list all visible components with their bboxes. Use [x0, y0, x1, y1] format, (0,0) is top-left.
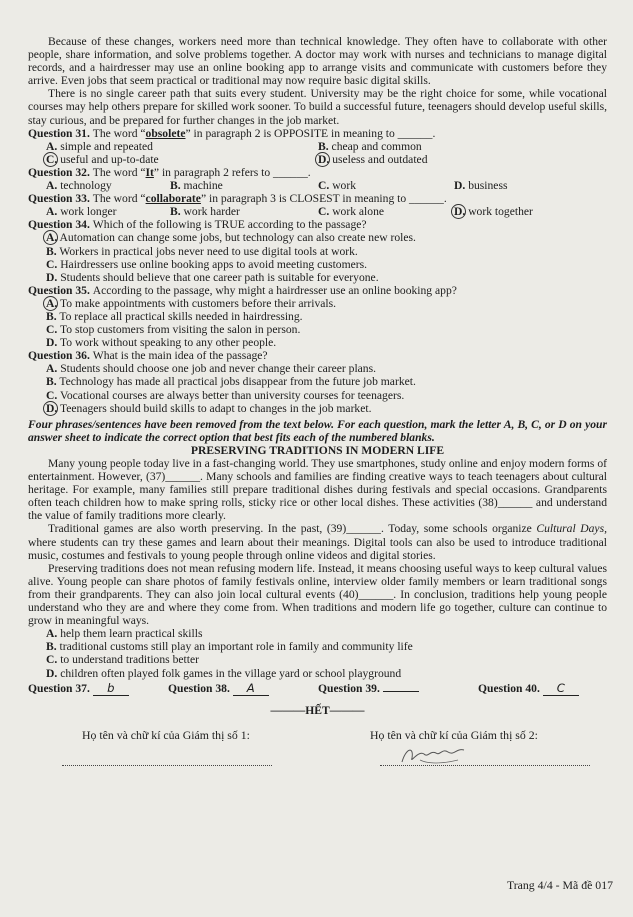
option: A. To make appointments with customers before their arrivals.: [46, 296, 337, 310]
question-33: Question 33. The word “collaborate” in paragraph 3 is CLOSEST in meaning to ______.: [28, 192, 447, 206]
passage-title: PRESERVING TRADITIONS IN MODERN LIFE: [190, 443, 445, 457]
handwritten-signature: [398, 744, 470, 768]
option: C. Vocational courses are always better than university courses for teenagers.: [46, 388, 405, 402]
option: D. Teenagers should build skills to adapt to changes in the job market.: [46, 401, 372, 415]
circled-answer-mark: A.: [46, 296, 58, 310]
question-35: Question 35. According to the passage, why might a hairdresser use an online booking app?: [28, 283, 457, 297]
option: D. To work without speaking to any other people.: [46, 336, 277, 350]
option: C. To stop customers from visiting the salon in person.: [46, 323, 301, 337]
proctor-2-label: Họ tên và chữ kí của Giám thị số 2:: [370, 727, 538, 742]
q31-options-row: C. useful and up-to-date D. useless and outdated: [46, 152, 428, 166]
q33-options-row: A. work longer B. work harder C. work alone D. work together: [46, 205, 533, 219]
option: B. Workers in practical jobs never need to use digital tools at work.: [46, 244, 358, 258]
question-34: Question 34. Which of the following is TRUE according to the passage?: [28, 218, 367, 232]
passage-paragraph: Because of these changes, workers need more than technical knowledge. They often have to collaborate with other people, share information, and solve problems together. A doctor may work with nurses and technicians to manage digital records, and a hairdresser may use an online booking app to arrange visits and communicate with customers before they arrive. Even jobs that seem practical or traditional may now require basic digital skills.: [28, 35, 607, 88]
page-footer: Trang 4/4 - Mã đề 017: [506, 878, 613, 892]
circled-answer-mark: C.: [46, 152, 58, 166]
question-36: Question 36. What is the main idea of the passage?: [28, 349, 268, 363]
option: C. Hairdressers use online booking apps to avoid meeting customers.: [46, 257, 368, 271]
end-marker: ———HẾT———: [270, 703, 365, 717]
question-31: Question 31. The word “obsolete” in paragraph 2 is OPPOSITE in meaning to ______.: [28, 126, 436, 140]
handwritten-answer: C: [543, 682, 579, 696]
signature-labels: [28, 729, 607, 742]
handwritten-answer: [383, 691, 419, 692]
section-instruction: Four phrases/sentences have been removed from the text below. For each question, mark the letter A, B, C, or D on your answer sheet to indicate the correct option that best fits each of the numbered blanks.: [28, 417, 607, 444]
question-32: Question 32. The word “It” in paragraph 2 refers to ______.: [28, 165, 311, 179]
passage-paragraph: There is no single career path that suits every student. University may be the right choice for some, while vocational courses may help others prepare for skilled work sooner. To build a successful future, teenagers should develop useful skills, stay curious, and be prepared for further changes in the job market.: [28, 87, 607, 127]
option: B. To replace all practical skills needed in hairdressing.: [46, 309, 303, 323]
handwritten-answer: b: [93, 682, 129, 696]
signature-lines: [28, 756, 607, 769]
proctor-1-label: Họ tên và chữ kí của Giám thị số 1:: [82, 727, 250, 742]
option: A. Students should choose one job and never change their career plans.: [46, 362, 377, 376]
option: D. Students should believe that one career path is suitable for everyone.: [46, 270, 379, 284]
circled-answer-mark: D.: [454, 205, 466, 219]
choice: A. help them learn practical skills: [46, 627, 203, 641]
passage-paragraph: Traditional games are also worth preserving. In the past, (39)______. Today, some schools organize Cultural Days, where students can try these games and learn about their meanings. Digital tools can also be used to introduce traditional music, costumes and festivals to young people through online videos and digital stories.: [28, 522, 607, 562]
circled-answer-mark: D.: [318, 152, 330, 166]
q31-options-row: A. simple and repeated B. cheap and common: [46, 139, 422, 153]
q32-options-row: A. technology B. machine C. work D. business: [46, 179, 508, 193]
handwritten-answer: A: [233, 682, 269, 696]
circled-answer-mark: A.: [46, 231, 58, 245]
passage-paragraph: Preserving traditions does not mean refusing modern life. Instead, it means choosing useful ways to keep cultural values alive. Young people can share photos of family festivals online, interview older family members or learn traditional songs from their grandparents. They can also join local cultural events (40)______. In conclusion, traditions help young people understand who they are and where they come from. When traditions and modern life go together, culture can continue to grow in meaningful ways.: [28, 561, 607, 628]
passage-paragraph: Many young people today live in a fast-changing world. They use smartphones, study online and enjoy modern forms of entertainment. However, (37)______. Many schools and families are finding creative ways to teach teenagers about cultural heritage. For example, many families still prepare traditional dishes during festivals and special occasions. Grandparents often teach children how to make spring rolls, sticky rice or other local dishes. These activities (38)______ and understand the value of family traditions more clearly.: [28, 457, 607, 523]
choice: D. children often played folk games in the village yard or school playground: [46, 666, 402, 680]
choice: C. to understand traditions better: [46, 653, 199, 667]
answer-row: Question 37. b Question 38. A Question 39. Question 40. C: [28, 682, 607, 696]
option: A. Automation can change some jobs, but technology can also create new roles.: [46, 231, 416, 245]
option: B. Technology has made all practical jobs disappear from the future job market.: [46, 375, 416, 389]
choice: B. traditional customs still play an important role in family and community life: [46, 640, 413, 654]
circled-answer-mark: D.: [46, 401, 58, 415]
proctor-1-line: [62, 765, 272, 766]
